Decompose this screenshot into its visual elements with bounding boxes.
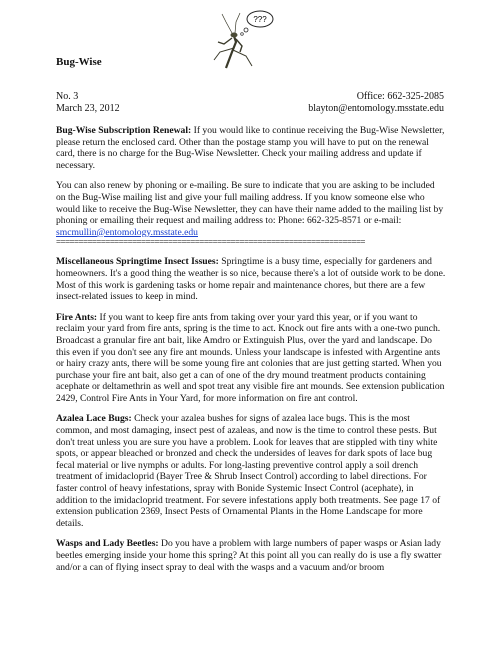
subscription-email-link[interactable]: smcmullin@entomology.msstate.edu <box>56 226 198 238</box>
thought-bubble-text: ??? <box>253 15 267 24</box>
renewal-text: If you would like to continue receiving the Bug-Wise Newsletter, please return the enclosed card. Other than the postage stamp you will have to put on the renewal card, there is no charge for the Bug-Wise Newsletter. Check your mailing address and update if necessary. <box>56 125 445 171</box>
praying-mantis-icon <box>196 8 286 70</box>
wasps-heading: Wasps and Lady Beetles: <box>56 538 159 550</box>
renew-phone-text: You can also renew by phoning or e-mailing. Be sure to indicate that you are asking to be included on the Bug-Wise mailing list and give your full mailing address. If you know someone else who would like to receive the Bug-Wise Newsletter, they can have their name added to the mailing list by phoning or emailing their request and mailing address to: Phone: 662-325-8571 or e-mail: <box>56 180 444 227</box>
newsletter-body <box>56 125 446 582</box>
newsletter-title: Bug-Wise <box>56 56 102 68</box>
section-divider: ===================================================================== <box>56 238 365 248</box>
fire-ants-paragraph <box>56 312 446 405</box>
contact-email: blayton@entomology.msstate.edu <box>308 103 444 114</box>
office-phone: Office: 662-325-2085 <box>356 91 444 102</box>
renew-phone-paragraph <box>56 180 446 238</box>
contact-info <box>308 91 444 115</box>
misc-paragraph <box>56 256 446 302</box>
misc-heading: Miscellaneous Springtime Insect Issues: <box>56 256 219 268</box>
issue-info <box>56 91 120 115</box>
azalea-text: Check your azalea bushes for signs of azalea lace bugs. This is the most common, and most damaging, insect pest of azaleas, and now is the time to control these pests. But don't treat unless you are sure you have a problem. Look for leaves that are stippled with tiny white spots, or appear bleached or bronzed and check the undersides of leaves for dark spots of lace bug fecal material or live nymphs or adults. For long-lasting preventive control apply a soil drench treatment of imidacloprid (Bayer Tree & Shrub Insect Control) according to label directions. For faster control of heavy infestations, spray with Bonide Systemic Insect Control (acephate), in addition to the imidacloprid treatment. For severe infestations apply both treatments. See page 17 of extension publication 2369, Insect Pests of Ornamental Plants in the Home Landscape for more details. <box>56 413 441 529</box>
issue-number: No. 3 <box>56 91 79 102</box>
wasps-paragraph <box>56 538 446 573</box>
fire-ants-heading: Fire Ants: <box>56 311 98 323</box>
misc-text: Springtime is a busy time, especially for gardeners and homeowners. It's a good thing the weather is so nice, because there's a lot of outside work to be done. Most of this work is gardening tasks or home repair and maintenance chores, but there are a few insect-related issues to keep in mind. <box>56 256 446 303</box>
azalea-heading: Azalea Lace Bugs: <box>56 413 132 425</box>
azalea-paragraph <box>56 413 446 529</box>
issue-date: March 23, 2012 <box>56 103 120 114</box>
fire-ants-text: If you want to keep fire ants from taking over your yard this year, or if you want to reclaim your yard from fire ants, spring is the time to act. Knock out fire ants with a one-two punch. Broadcast a granular fire ant bait, like Amdro or Extinguish Plus, over the yard and landscape. Do this even if you don't see any fire ant mounds. Unless your landscape is infested with Argentine ants or hairy crazy ants, there will be some young fire ant colonies that are just getting started. When you purchase your fire ant bait, also get a can of one of the dry mound treatment products containing acephate or deltamethrin as well and spot treat any visible fire ant mounds. See extension publication 2429, Control Fire Ants in Your Yard, for more information on fire ant control. <box>56 311 445 404</box>
renewal-paragraph <box>56 125 446 171</box>
renewal-heading: Bug-Wise Subscription Renewal: <box>56 125 192 136</box>
wasps-text: Do you have a problem with large numbers of paper wasps or Asian lady beetles emerging inside your home this spring? At this point all you can really do is use a fly swatter and/or a can of flying insect spray to deal with the wasps and a vacuum and/or broom <box>56 538 442 573</box>
